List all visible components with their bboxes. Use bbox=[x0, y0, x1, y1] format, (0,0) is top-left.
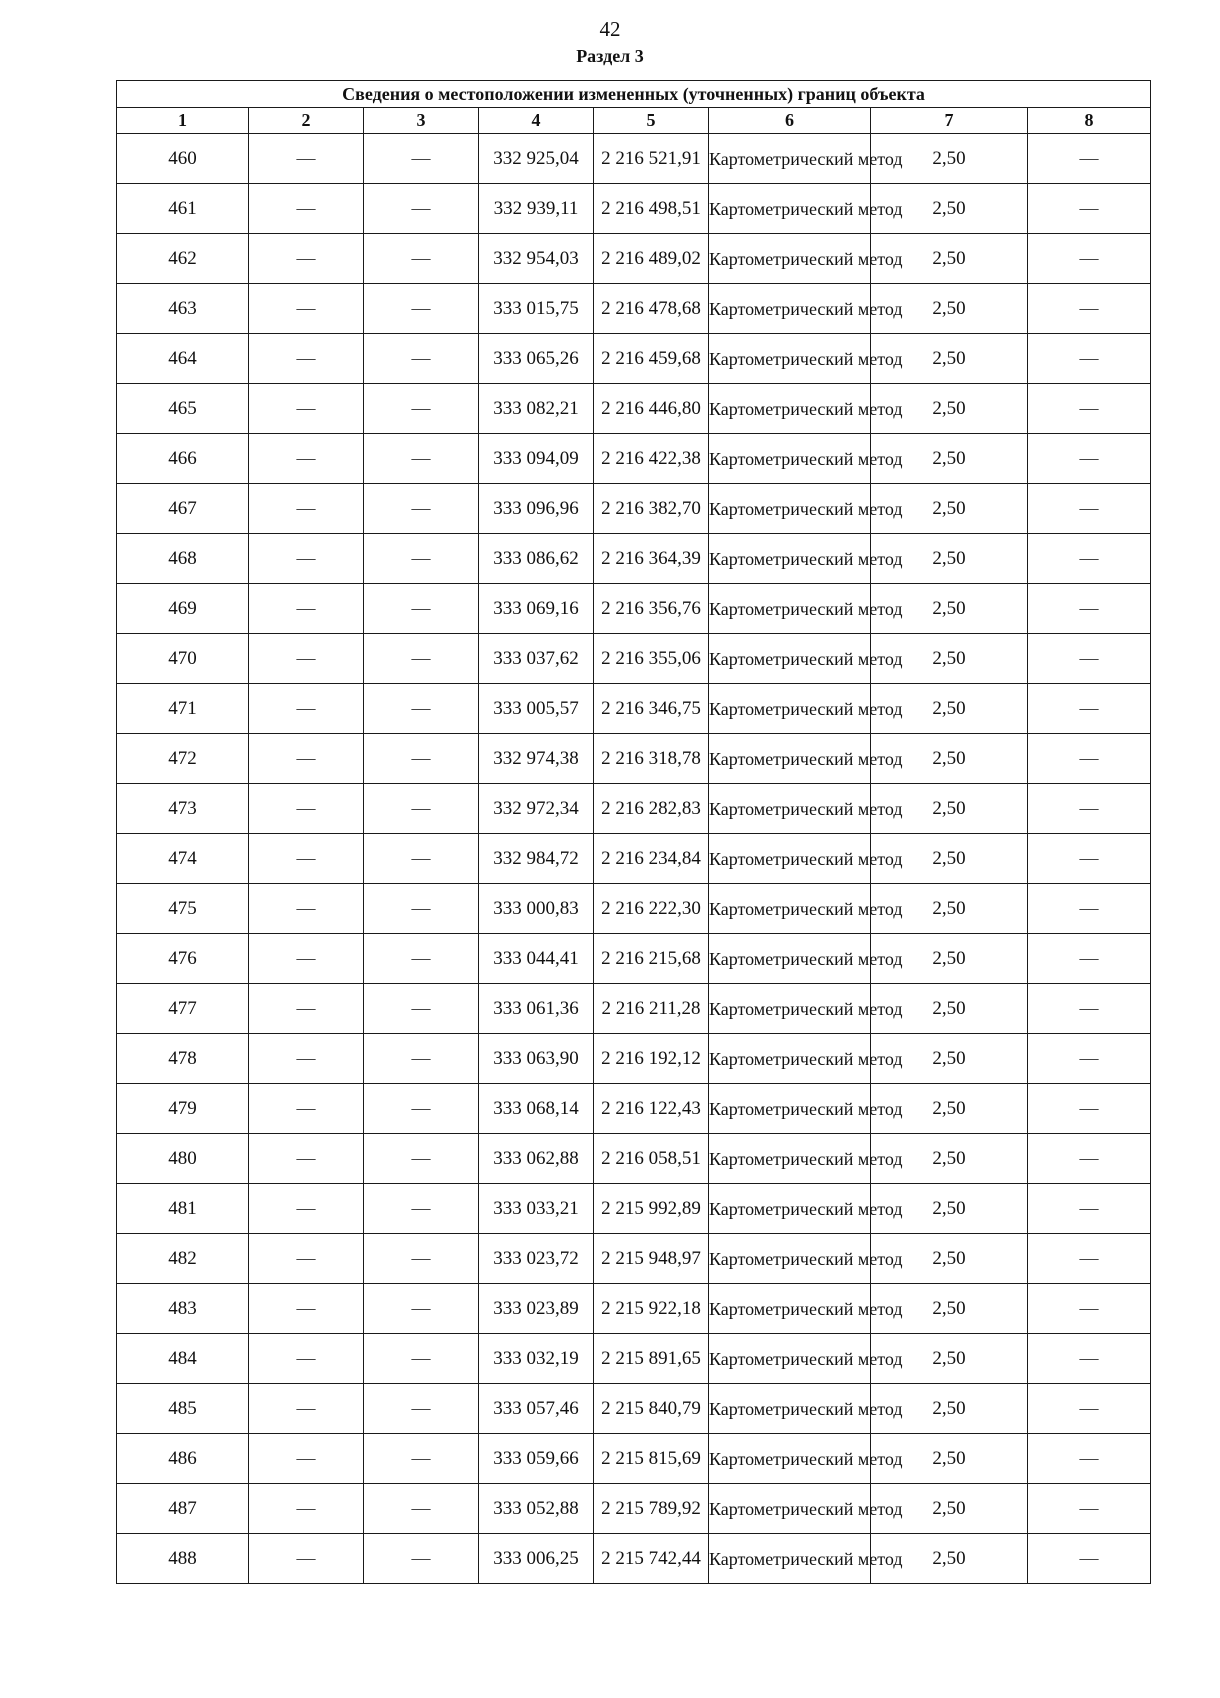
table-cell: 2,50 bbox=[871, 684, 1028, 734]
table-cell: — bbox=[249, 434, 364, 484]
table-cell: 2,50 bbox=[871, 384, 1028, 434]
table-cell: — bbox=[1028, 334, 1151, 384]
table-cell: — bbox=[364, 734, 479, 784]
table-cell: — bbox=[249, 634, 364, 684]
table-cell: 2 216 446,80 bbox=[594, 384, 709, 434]
table-row bbox=[117, 1134, 1151, 1184]
table-cell: — bbox=[1028, 734, 1151, 784]
table-cell: — bbox=[249, 684, 364, 734]
table-cell: 333 065,26 bbox=[479, 334, 594, 384]
table-cell: — bbox=[364, 1184, 479, 1234]
table-cell: — bbox=[1028, 1284, 1151, 1334]
table-row bbox=[117, 434, 1151, 484]
table-cell: Картометрический метод bbox=[709, 334, 871, 384]
table-cell: — bbox=[1028, 634, 1151, 684]
table-cell: 2 216 355,06 bbox=[594, 634, 709, 684]
table-cell: — bbox=[364, 534, 479, 584]
table-cell: 471 bbox=[117, 684, 249, 734]
table-cell: — bbox=[364, 384, 479, 434]
column-header: 3 bbox=[364, 108, 479, 134]
table-cell: 464 bbox=[117, 334, 249, 384]
table-cell: 2,50 bbox=[871, 284, 1028, 334]
table-cell: 472 bbox=[117, 734, 249, 784]
section-title: Раздел 3 bbox=[576, 46, 644, 66]
table-cell: — bbox=[364, 1384, 479, 1434]
table-cell: — bbox=[249, 834, 364, 884]
table-cell: 468 bbox=[117, 534, 249, 584]
table-cell: — bbox=[364, 434, 479, 484]
table-cell: 332 984,72 bbox=[479, 834, 594, 884]
table-cell: 2,50 bbox=[871, 884, 1028, 934]
table-row bbox=[117, 734, 1151, 784]
table-row bbox=[117, 1334, 1151, 1384]
table-cell: Картометрический метод bbox=[709, 284, 871, 334]
table-row bbox=[117, 484, 1151, 534]
table-cell: — bbox=[249, 784, 364, 834]
table-cell: 461 bbox=[117, 184, 249, 234]
page-number: 42 bbox=[599, 17, 621, 41]
table-cell: 2 216 222,30 bbox=[594, 884, 709, 934]
table-cell: — bbox=[364, 1134, 479, 1184]
table-cell: Картометрический метод bbox=[709, 1184, 871, 1234]
table-cell: 2,50 bbox=[871, 1284, 1028, 1334]
table-cell: Картометрический метод bbox=[709, 1434, 871, 1484]
table-cell: 2 216 459,68 bbox=[594, 334, 709, 384]
table-cell: 2 216 318,78 bbox=[594, 734, 709, 784]
table-cell: 2,50 bbox=[871, 984, 1028, 1034]
table-cell: — bbox=[249, 1034, 364, 1084]
table-cell: — bbox=[1028, 684, 1151, 734]
table-cell: — bbox=[1028, 1334, 1151, 1384]
table-cell: 2,50 bbox=[871, 584, 1028, 634]
table-row bbox=[117, 834, 1151, 884]
table-cell: — bbox=[1028, 1534, 1151, 1584]
table-cell: — bbox=[249, 584, 364, 634]
table-cell: 2,50 bbox=[871, 784, 1028, 834]
table-cell: 487 bbox=[117, 1484, 249, 1534]
table-cell: 333 082,21 bbox=[479, 384, 594, 434]
table-cell: — bbox=[364, 1084, 479, 1134]
table-cell: 333 023,89 bbox=[479, 1284, 594, 1334]
table-cell: 332 974,38 bbox=[479, 734, 594, 784]
table-cell: 2 216 211,28 bbox=[594, 984, 709, 1034]
table-cell: 469 bbox=[117, 584, 249, 634]
table-cell: 333 062,88 bbox=[479, 1134, 594, 1184]
table-cell: Картометрический метод bbox=[709, 584, 871, 634]
table-cell: — bbox=[364, 934, 479, 984]
table-row bbox=[117, 1234, 1151, 1284]
table-cell: 332 954,03 bbox=[479, 234, 594, 284]
table-cell: — bbox=[1028, 434, 1151, 484]
table-cell: 332 925,04 bbox=[479, 134, 594, 184]
table-cell: 2,50 bbox=[871, 434, 1028, 484]
table-row bbox=[117, 1534, 1151, 1584]
table-cell: Картометрический метод bbox=[709, 734, 871, 784]
table-row bbox=[117, 284, 1151, 334]
table-cell: 2,50 bbox=[871, 1384, 1028, 1434]
table-row bbox=[117, 384, 1151, 434]
column-header: 1 bbox=[117, 108, 249, 134]
table-cell: 333 032,19 bbox=[479, 1334, 594, 1384]
table-cell: — bbox=[249, 284, 364, 334]
table-cell: — bbox=[249, 184, 364, 234]
table-cell: 2,50 bbox=[871, 134, 1028, 184]
table-cell: 2 216 058,51 bbox=[594, 1134, 709, 1184]
table-cell: — bbox=[364, 834, 479, 884]
table-cell: — bbox=[249, 534, 364, 584]
table-cell: Картометрический метод bbox=[709, 1384, 871, 1434]
table-cell: 2 215 948,97 bbox=[594, 1234, 709, 1284]
table-cell: — bbox=[1028, 934, 1151, 984]
table-cell: 2 216 282,83 bbox=[594, 784, 709, 834]
table-cell: Картометрический метод bbox=[709, 1234, 871, 1284]
table-cell: 2,50 bbox=[871, 1434, 1028, 1484]
column-header: 4 bbox=[479, 108, 594, 134]
table-cell: 2 216 382,70 bbox=[594, 484, 709, 534]
table-cell: — bbox=[249, 234, 364, 284]
table-cell: 333 061,36 bbox=[479, 984, 594, 1034]
table-cell: — bbox=[249, 1184, 364, 1234]
table-cell: — bbox=[1028, 1184, 1151, 1234]
table-cell: 466 bbox=[117, 434, 249, 484]
table-cell: 474 bbox=[117, 834, 249, 884]
table-cell: — bbox=[249, 734, 364, 784]
table-cell: 2,50 bbox=[871, 1084, 1028, 1134]
table-cell: — bbox=[1028, 384, 1151, 434]
table-cell: 333 044,41 bbox=[479, 934, 594, 984]
table-cell: 486 bbox=[117, 1434, 249, 1484]
table-cell: 2 215 922,18 bbox=[594, 1284, 709, 1334]
table-row bbox=[117, 984, 1151, 1034]
table-cell: — bbox=[1028, 584, 1151, 634]
table-cell: 2,50 bbox=[871, 834, 1028, 884]
table-cell: 484 bbox=[117, 1334, 249, 1384]
table-cell: — bbox=[364, 284, 479, 334]
table-cell: 2,50 bbox=[871, 734, 1028, 784]
table-cell: 2 216 422,38 bbox=[594, 434, 709, 484]
table-cell: Картометрический метод bbox=[709, 1284, 871, 1334]
table-cell: Картометрический метод bbox=[709, 834, 871, 884]
table-cell: 470 bbox=[117, 634, 249, 684]
table-row bbox=[117, 1184, 1151, 1234]
table-cell: Картометрический метод bbox=[709, 984, 871, 1034]
table-cell: 488 bbox=[117, 1534, 249, 1584]
table-cell: 2,50 bbox=[871, 234, 1028, 284]
table-cell: — bbox=[1028, 534, 1151, 584]
column-header: 8 bbox=[1028, 108, 1151, 134]
table-cell: 480 bbox=[117, 1134, 249, 1184]
table-cell: 483 bbox=[117, 1284, 249, 1334]
table-cell: — bbox=[249, 1434, 364, 1484]
table-cell: — bbox=[1028, 184, 1151, 234]
table-cell: 333 033,21 bbox=[479, 1184, 594, 1234]
table-cell: Картометрический метод bbox=[709, 134, 871, 184]
table-cell: — bbox=[249, 334, 364, 384]
table-cell: Картометрический метод bbox=[709, 1134, 871, 1184]
table-cell: 467 bbox=[117, 484, 249, 534]
table-cell: — bbox=[249, 484, 364, 534]
table-cell: Картометрический метод bbox=[709, 1334, 871, 1384]
table-cell: — bbox=[364, 184, 479, 234]
table-cell: 333 069,16 bbox=[479, 584, 594, 634]
table-cell: Картометрический метод bbox=[709, 1084, 871, 1134]
table-row bbox=[117, 334, 1151, 384]
table-cell: 2 216 346,75 bbox=[594, 684, 709, 734]
table-cell: — bbox=[249, 1334, 364, 1384]
table-cell: — bbox=[364, 134, 479, 184]
table-cell: 2,50 bbox=[871, 1184, 1028, 1234]
table-row bbox=[117, 1434, 1151, 1484]
table-cell: 2 216 521,91 bbox=[594, 134, 709, 184]
table-cell: 2 215 891,65 bbox=[594, 1334, 709, 1384]
table-cell: — bbox=[364, 634, 479, 684]
table-cell: — bbox=[1028, 484, 1151, 534]
table-cell: 2 216 478,68 bbox=[594, 284, 709, 334]
table-cell: 465 bbox=[117, 384, 249, 434]
table-cell: 333 005,57 bbox=[479, 684, 594, 734]
table-cell: — bbox=[364, 584, 479, 634]
table-cell: — bbox=[249, 934, 364, 984]
column-header: 7 bbox=[871, 108, 1028, 134]
column-header: 6 bbox=[709, 108, 871, 134]
table-cell: 2,50 bbox=[871, 484, 1028, 534]
table-cell: 473 bbox=[117, 784, 249, 834]
table-row bbox=[117, 234, 1151, 284]
table-cell: 2 216 498,51 bbox=[594, 184, 709, 234]
table-row bbox=[117, 1034, 1151, 1084]
table-cell: — bbox=[249, 384, 364, 434]
table-body bbox=[117, 134, 1151, 1584]
boundary-coordinates-table bbox=[116, 80, 1151, 1584]
table-cell: — bbox=[1028, 1134, 1151, 1184]
table-cell: — bbox=[1028, 1234, 1151, 1284]
table-cell: Картометрический метод bbox=[709, 634, 871, 684]
table-cell: 475 bbox=[117, 884, 249, 934]
table-cell: 2,50 bbox=[871, 1034, 1028, 1084]
table-cell: Картометрический метод bbox=[709, 484, 871, 534]
table-cell: — bbox=[249, 1084, 364, 1134]
table-cell: 2 215 992,89 bbox=[594, 1184, 709, 1234]
table-row bbox=[117, 634, 1151, 684]
column-header: 2 bbox=[249, 108, 364, 134]
table-cell: Картометрический метод bbox=[709, 684, 871, 734]
table-cell: — bbox=[364, 484, 479, 534]
table-cell: Картометрический метод bbox=[709, 934, 871, 984]
table-cell: Картометрический метод bbox=[709, 384, 871, 434]
table-cell: Картометрический метод bbox=[709, 534, 871, 584]
table-cell: 2 216 192,12 bbox=[594, 1034, 709, 1084]
table-cell: 2 216 364,39 bbox=[594, 534, 709, 584]
table-cell: — bbox=[1028, 1084, 1151, 1134]
table-cell: — bbox=[1028, 984, 1151, 1034]
table-cell: 2 216 356,76 bbox=[594, 584, 709, 634]
table-cell: 333 015,75 bbox=[479, 284, 594, 334]
table-cell: 333 094,09 bbox=[479, 434, 594, 484]
table-cell: 2 215 742,44 bbox=[594, 1534, 709, 1584]
table-cell: 463 bbox=[117, 284, 249, 334]
table-cell: — bbox=[364, 784, 479, 834]
table-row bbox=[117, 934, 1151, 984]
table-cell: — bbox=[1028, 834, 1151, 884]
table-cell: — bbox=[1028, 784, 1151, 834]
table-cell: 2 216 215,68 bbox=[594, 934, 709, 984]
table-cell: 332 972,34 bbox=[479, 784, 594, 834]
table-cell: — bbox=[249, 984, 364, 1034]
table-cell: 460 bbox=[117, 134, 249, 184]
table-title: Сведения о местоположении измененных (уточненных) границ объекта bbox=[117, 81, 1151, 108]
table-cell: — bbox=[364, 234, 479, 284]
table-cell: 333 052,88 bbox=[479, 1484, 594, 1534]
table-cell: 2,50 bbox=[871, 1484, 1028, 1534]
table-cell: 2,50 bbox=[871, 1334, 1028, 1384]
table-cell: — bbox=[1028, 1484, 1151, 1534]
table-row bbox=[117, 1084, 1151, 1134]
table-cell: — bbox=[1028, 134, 1151, 184]
table-cell: — bbox=[1028, 1384, 1151, 1434]
table-row bbox=[117, 1484, 1151, 1534]
table-cell: — bbox=[364, 1334, 479, 1384]
table-cell: 2 215 840,79 bbox=[594, 1384, 709, 1434]
table-cell: 333 057,46 bbox=[479, 1384, 594, 1434]
table-row bbox=[117, 584, 1151, 634]
table-cell: 333 086,62 bbox=[479, 534, 594, 584]
table-row bbox=[117, 684, 1151, 734]
table-cell: — bbox=[249, 134, 364, 184]
table-cell: — bbox=[364, 1034, 479, 1084]
table-cell: 332 939,11 bbox=[479, 184, 594, 234]
table-cell: 333 096,96 bbox=[479, 484, 594, 534]
table-row bbox=[117, 1384, 1151, 1434]
table-cell: — bbox=[249, 1234, 364, 1284]
table-cell: 482 bbox=[117, 1234, 249, 1284]
column-header: 5 bbox=[594, 108, 709, 134]
table-cell: Картометрический метод bbox=[709, 1484, 871, 1534]
table-cell: 2,50 bbox=[871, 1534, 1028, 1584]
table-row bbox=[117, 1284, 1151, 1334]
column-header-row bbox=[117, 108, 1151, 134]
table-cell: Картометрический метод bbox=[709, 784, 871, 834]
table-cell: 2 215 815,69 bbox=[594, 1434, 709, 1484]
table-cell: — bbox=[364, 1284, 479, 1334]
table-cell: 2,50 bbox=[871, 334, 1028, 384]
table-cell: 2 215 789,92 bbox=[594, 1484, 709, 1534]
table-cell: 333 006,25 bbox=[479, 1534, 594, 1584]
table-row bbox=[117, 184, 1151, 234]
table-cell: 2 216 122,43 bbox=[594, 1084, 709, 1134]
table-cell: 2 216 489,02 bbox=[594, 234, 709, 284]
table-cell: — bbox=[364, 1534, 479, 1584]
table-cell: — bbox=[249, 1484, 364, 1534]
table-cell: — bbox=[1028, 284, 1151, 334]
table-cell: — bbox=[364, 684, 479, 734]
table-cell: 477 bbox=[117, 984, 249, 1034]
table-row bbox=[117, 134, 1151, 184]
table-row bbox=[117, 784, 1151, 834]
table-cell: — bbox=[364, 984, 479, 1034]
table-cell: — bbox=[364, 1234, 479, 1284]
table-title-row bbox=[117, 81, 1151, 108]
table-cell: 462 bbox=[117, 234, 249, 284]
table-cell: 481 bbox=[117, 1184, 249, 1234]
table-cell: — bbox=[364, 334, 479, 384]
table-cell: — bbox=[1028, 234, 1151, 284]
table-cell: 2,50 bbox=[871, 634, 1028, 684]
table-cell: 333 023,72 bbox=[479, 1234, 594, 1284]
table-cell: — bbox=[364, 1434, 479, 1484]
table-cell: 478 bbox=[117, 1034, 249, 1084]
table-row bbox=[117, 534, 1151, 584]
table-cell: 2,50 bbox=[871, 934, 1028, 984]
table-cell: — bbox=[249, 884, 364, 934]
table-cell: — bbox=[364, 884, 479, 934]
table-cell: 333 059,66 bbox=[479, 1434, 594, 1484]
table-cell: Картометрический метод bbox=[709, 1034, 871, 1084]
table-cell: 2,50 bbox=[871, 1134, 1028, 1184]
table-cell: Картометрический метод bbox=[709, 184, 871, 234]
table-cell: 476 bbox=[117, 934, 249, 984]
table-cell: — bbox=[249, 1134, 364, 1184]
table-cell: Картометрический метод bbox=[709, 234, 871, 284]
table-cell: 485 bbox=[117, 1384, 249, 1434]
table-cell: 479 bbox=[117, 1084, 249, 1134]
table-cell: Картометрический метод bbox=[709, 1534, 871, 1584]
table-cell: — bbox=[364, 1484, 479, 1534]
table-cell: 333 063,90 bbox=[479, 1034, 594, 1084]
table-cell: 2 216 234,84 bbox=[594, 834, 709, 884]
table-cell: 2,50 bbox=[871, 184, 1028, 234]
table-cell: — bbox=[1028, 1434, 1151, 1484]
table-cell: — bbox=[1028, 884, 1151, 934]
table-cell: 333 037,62 bbox=[479, 634, 594, 684]
table-cell: Картометрический метод bbox=[709, 884, 871, 934]
table-cell: — bbox=[249, 1534, 364, 1584]
table-row bbox=[117, 884, 1151, 934]
table-cell: 333 000,83 bbox=[479, 884, 594, 934]
table-cell: 2,50 bbox=[871, 534, 1028, 584]
table-cell: 2,50 bbox=[871, 1234, 1028, 1284]
table-cell: — bbox=[249, 1284, 364, 1334]
table-cell: 333 068,14 bbox=[479, 1084, 594, 1134]
table-cell: — bbox=[1028, 1034, 1151, 1084]
table-cell: Картометрический метод bbox=[709, 434, 871, 484]
table-cell: — bbox=[249, 1384, 364, 1434]
